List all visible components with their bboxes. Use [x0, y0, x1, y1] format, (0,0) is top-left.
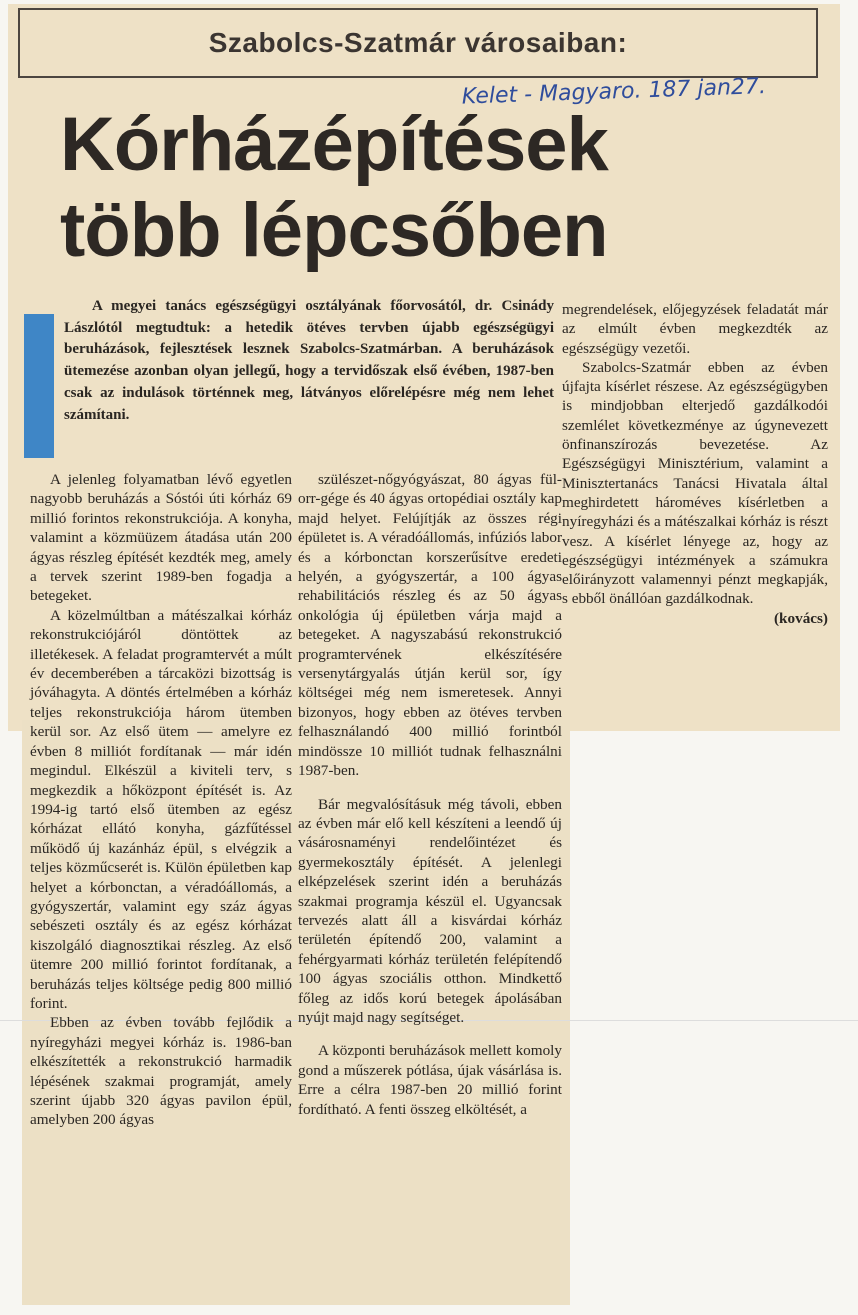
column-1 [30, 470, 292, 1130]
lead-paragraph: A megyei tanács egészségügyi osztályának főorvosától, dr. Csinády Lászlótól megtudtuk: a hetedik ötéves tervben újabb egészségügyi beruházások, fejlesztések lesznek Szabolcs-Szatmárban. A beruházások ütemezése azonban olyan jellegű, hogy a tervidőszak első évében, 1987-ben csak az indulások történnek meg, látványos előrelépésre még nem lehet számítani. [64, 298, 554, 423]
column-3 [562, 300, 828, 628]
headline-line-1: Kórházépítések [60, 102, 608, 187]
column-3-paragraph-1: megrendelések, előjegyzések feladatát már az elmúlt évben megkezdték az egészségügy vezetői. [562, 301, 828, 357]
column-3-paragraph-2: Szabolcs-Szatmár ebben az évben újfajta kísérlet részese. Az egészségügyben is mindjobban elterjedő gazdálkodói szemlélet következménye az úgynevezett önfinanszírozás bevezetése. Az Egészségügyi Minisztérium, valamint a Minisztertanács Tanácsi Hivatala által meghirdetett hároméves kísérletben a nyíregyházi és a mátészalkai kórház is részt vesz. A kísérlet lényege az, hogy az egészségügyi intézmények a számukra előirányzott valamennyi pénzt megkapják, s ebből önállóan gazdálkodnak. [562, 358, 828, 608]
column-2-paragraph-3: A központi beruházások mellett komoly gond a műszerek pótlása, újak vásárlása is. Erre a célra 1987-ben 20 millió forint fordítható. A fenti összeg elköltését, a [298, 1042, 562, 1118]
column-1-paragraph-1: A jelenleg folyamatban lévő egyetlen nagyobb beruházás a Sóstói úti kórház 69 millió forintos rekonstrukciója. A konyha, valamint a közmüüzem átadása után 200 ágyas részleg építését kezdték meg, amely a tervek szerint 1989-ben fogadja a betegeket. [30, 471, 292, 605]
column-1-paragraph-3: Ebben az évben tovább fejlődik a nyíregyházi megyei kórház is. 1986-ban elkészítették a rekonstrukció harmadik lépésének szakmai programját, amely szerint újabb 320 ágyas pavilon épül, amelyben 200 ágyas [30, 1014, 292, 1129]
kicker: Szabolcs-Szatmár városaiban: [208, 27, 628, 58]
headline-line-2: több lépcsőben [60, 188, 608, 273]
signature: (kovács) [774, 609, 828, 627]
headline [60, 102, 800, 274]
kicker-box [18, 8, 818, 78]
handwritten-note: Kelet - Magyaro. 187 jan27. [461, 74, 767, 110]
column-1-paragraph-2: A közelmúltban a mátészalkai kórház rekonstrukciójáról döntöttek az illetékesek. A feladat programtervét a múlt év decemberében a tárcaközi bizottság is jóváhagyta. A döntés értelmében a kórház teljes rekonstrukciója három ütemben kerül sor. Az első ütem — amelyre ez évben 8 milliót fordítanak — már idén megindul. Elkészül a kiviteli terv, s megkezdik a hőközpont építését is. Az 1994-ig tartó első ütemben az egész kórházat ellátó konyha, gázfűtéssel működő új kazánház épül, s elvégzik a teljes közműcserét is. Külön épületben kap helyet a kórbonctan, a véradóállomás, a gyógyszertár, valamint egy száz ágyas sebészeti osztály és az egész kórházat kiszolgáló diagnosztikai részleg. Az első ütemre 200 millió forintot fordítanak, a beruházás teljes költsége pedig 800 millió forint. [30, 606, 292, 1012]
blue-highlight-marker [24, 314, 54, 458]
column-2-paragraph-2: Bár megvalósításuk még távoli, ebben az évben már elő kell készíteni a leendő új vásárosnaményi rendelőintézet és gyermekosztály építését. A jelenlegi elképzelések szerint idén a beruházás szakmai programja készül el. Ugyancsak tervezés alatt áll a kisvárdai kórház területén építendő 200, valamint a fehérgyarmati kórház területén felépítendő 100 ágyas szociális otthon. Mindkettő főleg az idős korú betegek ápolásában nyújt majd nagy segítséget. [298, 795, 562, 1026]
column-2 [298, 470, 562, 1119]
column-2-paragraph-1: szülészet-nőgyógyászat, 80 ágyas fül-orr-gége és 40 ágyas ortopédiai osztály kap majd helyet. Felújítják az összes régi épületet is. A véradóállomás, infúziós labor és a kórbonctan korszerűsítve eredeti helyén, a gyógyszertár, a 100 ágyas rehabilitációs részleg és az 50 ágyas onkológia új épületben várja majd a betegeket. A nagyszabású rekonstrukció programtervének elkészítésére versenytárgyalás útján kerül sor, így költségei még nem ismeretesek. Annyi bizonyos, hogy ebben az ötéves tervben felhasználandó 400 millió forintból mindössze 10 milliót tudnak felhasználni 1987-ben. [298, 471, 562, 780]
